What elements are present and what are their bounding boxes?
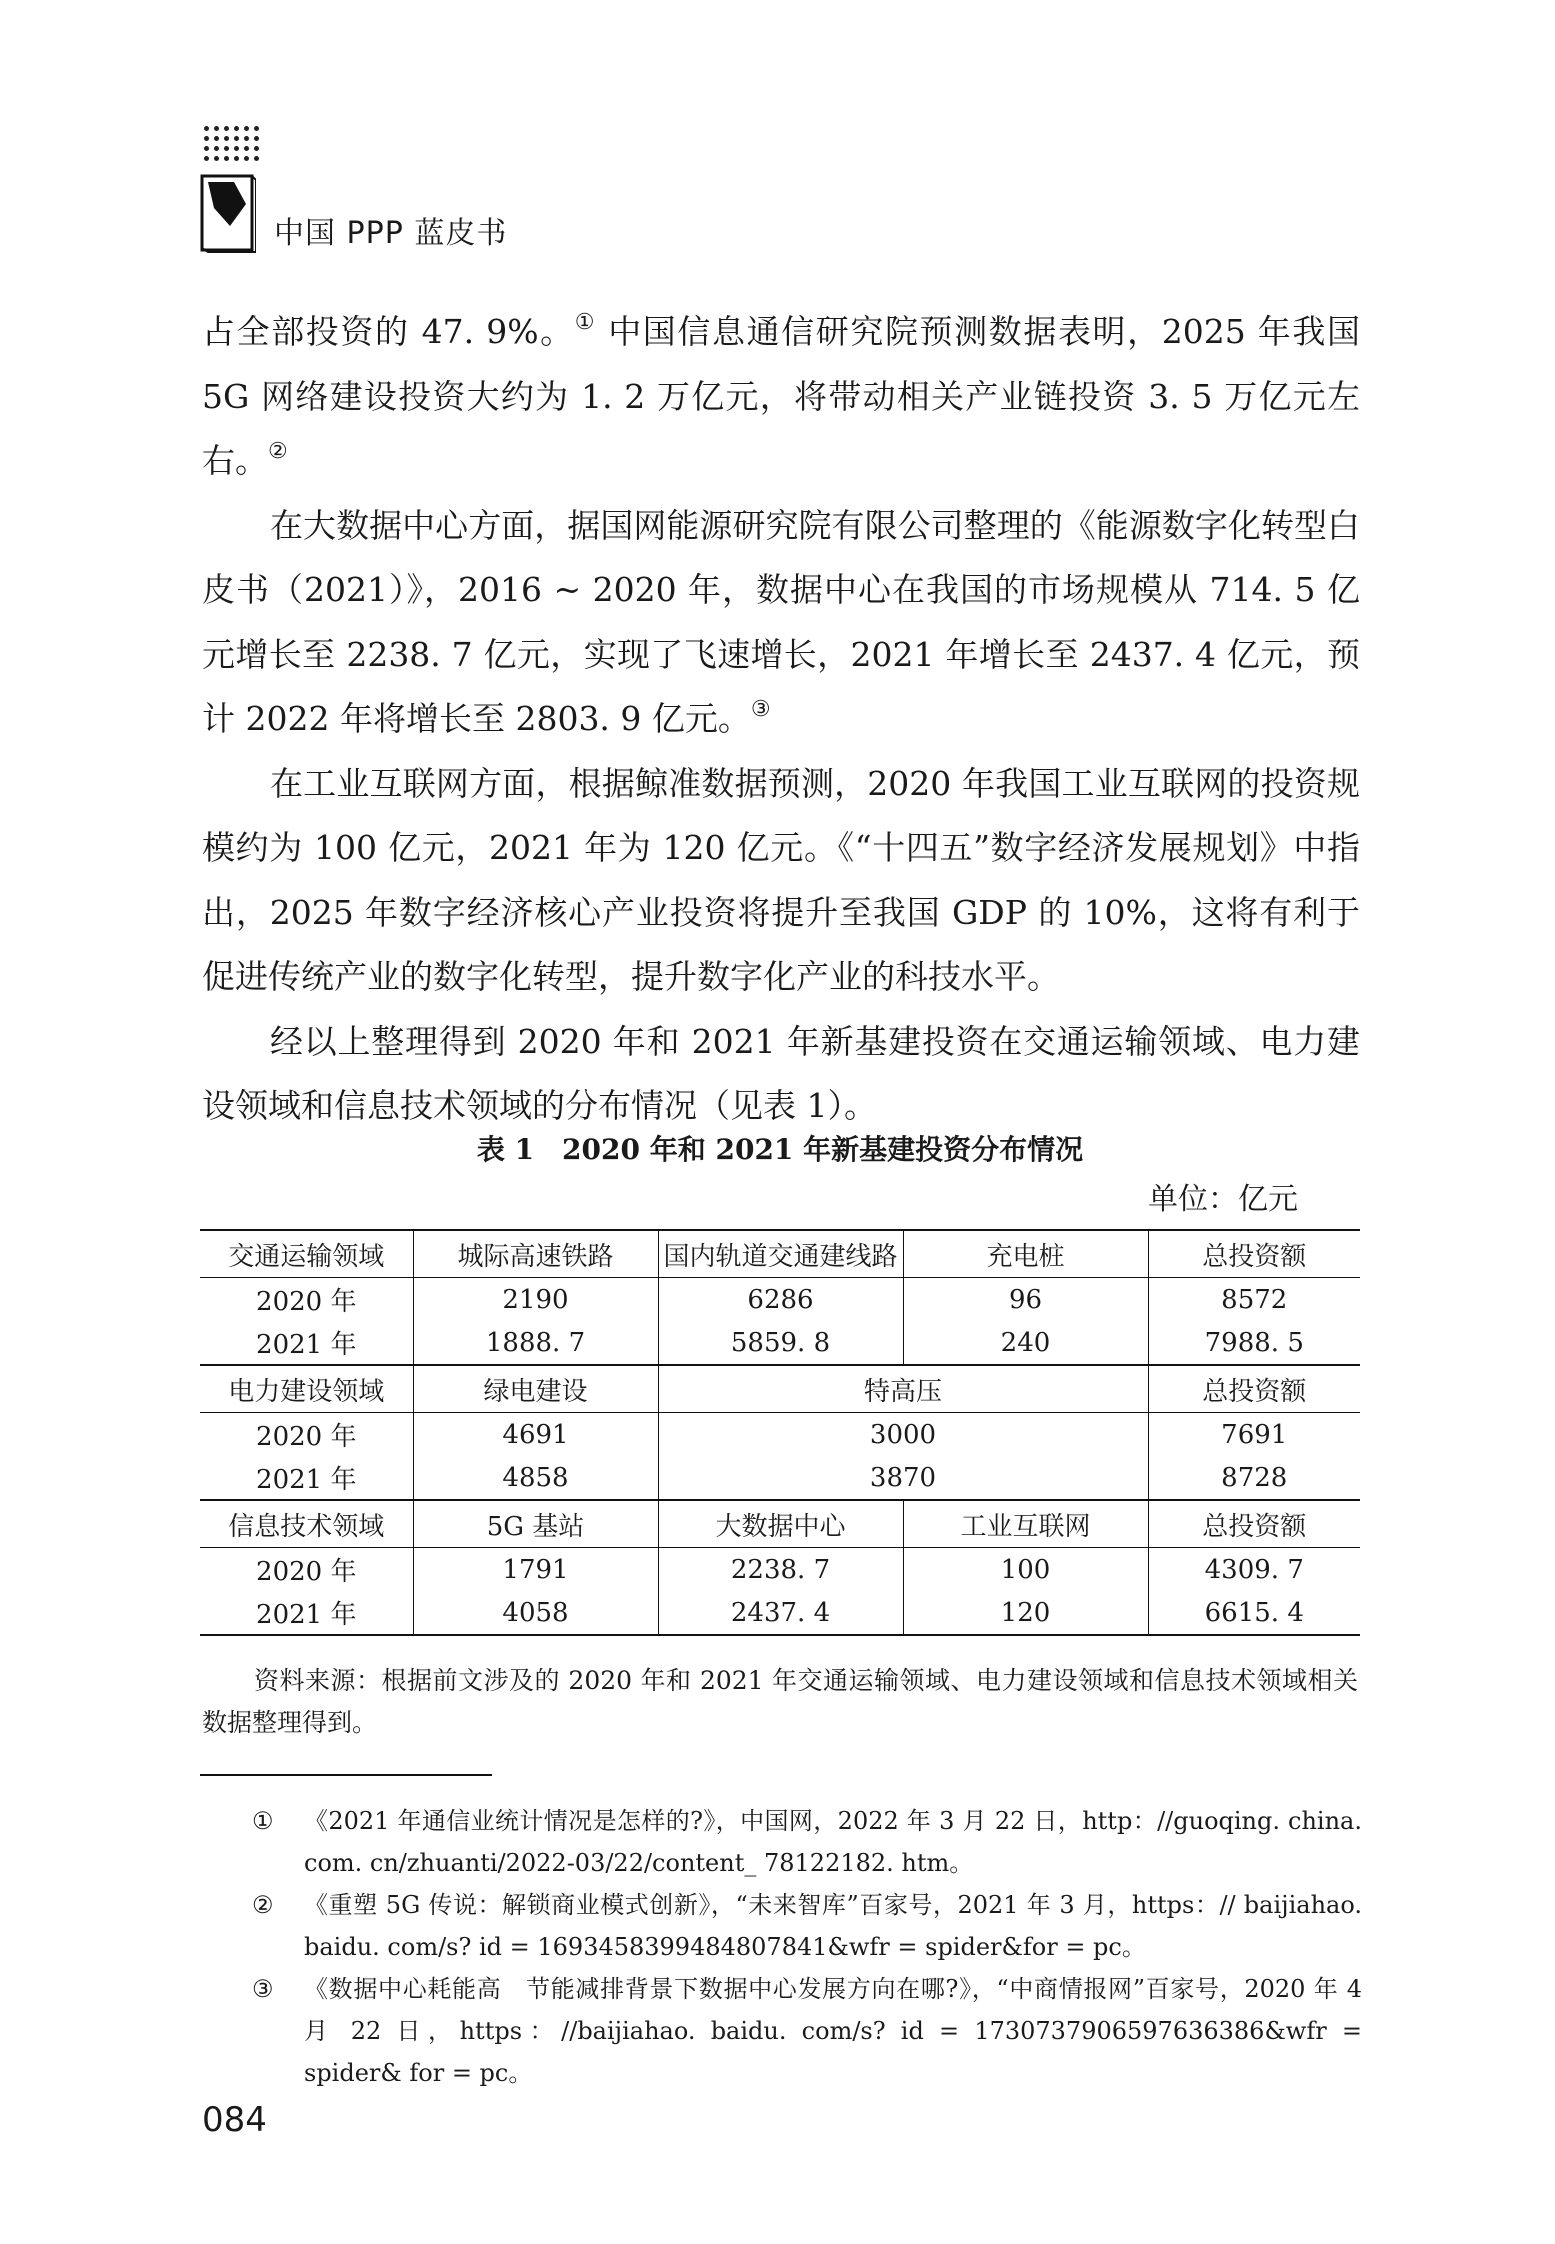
- table-cell: 6615. 4: [1148, 1591, 1360, 1635]
- paragraph-2: 在大数据中心方面，据国网能源研究院有限公司整理的《能源数字化转型白皮书（2021）》，2016 ~ 2020 年，数据中心在我国的市场规模从 714. 5 亿元增长至 2238. 7 亿元，实现了飞速增长，2021 年增长至 2437. 4 亿元，预计 2022 年将增长至 2803. 9 亿元。③: [202, 505, 1360, 738]
- table-header-cell: 国内轨道交通建线路: [658, 1230, 903, 1278]
- table-unit: 单位：亿元: [1148, 1182, 1298, 1217]
- table-cell: 1888. 7: [413, 1321, 658, 1365]
- table-cell: 2020 年: [256, 1287, 357, 1317]
- table-header-cell: 总投资额: [1148, 1365, 1360, 1413]
- table-header-cell: 总投资额: [1148, 1500, 1360, 1548]
- table-header-cell: 城际高速铁路: [413, 1230, 658, 1278]
- footnote-ref-3: ③: [750, 697, 771, 722]
- footnotes: [252, 1800, 1362, 2094]
- footnote-number: ③: [252, 1975, 274, 2003]
- footnote-1: [252, 1800, 1362, 1884]
- table-cell: 6286: [658, 1278, 903, 1322]
- table-row: [200, 1413, 1360, 1457]
- footnote-3: [252, 1968, 1362, 2094]
- footnote-number: ①: [252, 1807, 274, 1835]
- table-row: [200, 1456, 1360, 1500]
- table-cell: 3000: [658, 1413, 1148, 1457]
- table-cell: 7691: [1148, 1413, 1360, 1457]
- table-cell: 1791: [413, 1548, 658, 1592]
- table-cell: 120: [903, 1591, 1148, 1635]
- page-number: 084: [202, 2100, 267, 2140]
- table-header-cell: 总投资额: [1148, 1230, 1360, 1278]
- table-header-cell: 5G 基站: [413, 1500, 658, 1548]
- table-cell: 96: [903, 1278, 1148, 1322]
- table-cell: 8728: [1148, 1456, 1360, 1500]
- table-cell: 5859. 8: [658, 1321, 903, 1365]
- table-cell: 2021 年: [256, 1330, 357, 1360]
- table-cell: 2190: [413, 1278, 658, 1322]
- table-cell: 100: [903, 1548, 1148, 1592]
- footnote-divider: [200, 1774, 492, 1776]
- footnote-number: ②: [252, 1891, 274, 1919]
- paragraph-1: 占全部投资的 47. 9%。① 中国信息通信研究院预测数据表明，2025 年我国 5G 网络建设投资大约为 1. 2 万亿元，将带动相关产业链投资 3. 5 万亿元左右。②: [202, 310, 1360, 480]
- footnote-ref-2: ②: [268, 439, 288, 464]
- footnote-text: 《2021 年通信业统计情况是怎样的?》，中国网，2022 年 3 月 22 日，http：//guoqing. china. com. cn/zhuanti/2022-03/22/content_ 78122182. htm。: [304, 1807, 1362, 1877]
- running-header-title: 中国 PPP 蓝皮书: [274, 216, 508, 251]
- dot-grid-decoration: [204, 126, 262, 161]
- table-row: [200, 1548, 1360, 1592]
- paragraph-4: 经以上整理得到 2020 年和 2021 年新基建投资在交通运输领域、电力建设领域和信息技术领域的分布情况（见表 1）。: [202, 1021, 1360, 1125]
- table-source-note: 资料来源：根据前文涉及的 2020 年和 2021 年交通运输领域、电力建设领域和信息技术领域相关数据整理得到。: [202, 1666, 1358, 1737]
- table-header-cell: 电力建设领域: [200, 1365, 413, 1413]
- book-icon: [200, 174, 256, 254]
- table-header-cell: 交通运输领域: [200, 1230, 413, 1278]
- table-cell: 3870: [658, 1456, 1148, 1500]
- table-header-cell: 工业互联网: [903, 1500, 1148, 1548]
- table-header-cell: 大数据中心: [658, 1500, 903, 1548]
- table-cell: 2238. 7: [658, 1548, 903, 1592]
- book-series-logo: [200, 126, 262, 260]
- table-cell: 2020 年: [256, 1422, 357, 1452]
- table-row: [200, 1591, 1360, 1635]
- table-header-row: [200, 1230, 1360, 1278]
- table-cell: 240: [903, 1321, 1148, 1365]
- table-cell: 4058: [413, 1591, 658, 1635]
- table-cell: 7988. 5: [1148, 1321, 1360, 1365]
- footnote-text: 《重塑 5G 传说：解锁商业模式创新》，“未来智库”百家号，2021 年 3 月，https：// baijiahao. baidu. com/s? id = 1693458399484807841&wfr = spider&for = pc。: [304, 1891, 1362, 1961]
- table-cell: 2021 年: [256, 1465, 357, 1495]
- paragraph-3: 在工业互联网方面，根据鲸准数据预测，2020 年我国工业互联网的投资规模约为 100 亿元，2021 年为 120 亿元。《“十四五”数字经济发展规划》中指出，2025 年数字经济核心产业投资将提升至我国 GDP 的 10%，这将有利于促进传统产业的数字化转型，提升数字化产业的科技水平。: [202, 763, 1360, 996]
- table-cell: 2020 年: [256, 1557, 357, 1587]
- footnote-ref-1: ①: [574, 310, 597, 335]
- table-cell: 2021 年: [256, 1600, 357, 1630]
- table-cell: 2437. 4: [658, 1591, 903, 1635]
- table-header-row: [200, 1500, 1360, 1548]
- table-header-cell: 特高压: [658, 1365, 1148, 1413]
- table-title: 表 1 2020 年和 2021 年新基建投资分布情况: [476, 1133, 1084, 1166]
- table-row: [200, 1321, 1360, 1365]
- table-cell: 8572: [1148, 1278, 1360, 1322]
- table-cell: 4858: [413, 1456, 658, 1500]
- body-text: [202, 300, 1360, 1139]
- table-header-cell: 充电桩: [903, 1230, 1148, 1278]
- footnote-2: [252, 1884, 1362, 1968]
- table-header-cell: 信息技术领域: [200, 1500, 413, 1548]
- table-header-cell: 绿电建设: [413, 1365, 658, 1413]
- table-header-row: [200, 1365, 1360, 1413]
- table-cell: 4309. 7: [1148, 1548, 1360, 1592]
- footnote-text: 《数据中心耗能高 节能减排背景下数据中心发展方向在哪?》，“中商情报网”百家号，2020 年 4 月 22 日，https：//baijiahao. baidu. com/s? id = 1730737906597636386&wfr = spider& for = pc。: [304, 1975, 1362, 2087]
- table-cell: 4691: [413, 1413, 658, 1457]
- investment-table: [200, 1229, 1360, 1636]
- table-row: [200, 1278, 1360, 1322]
